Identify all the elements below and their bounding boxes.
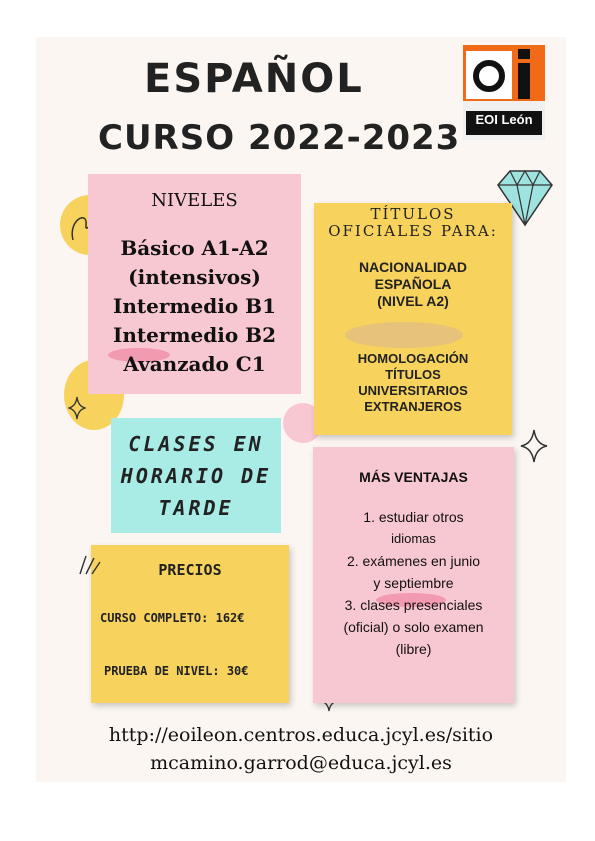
list-item: Básico A1-A2 — [120, 236, 269, 260]
list-item: (oficial) o solo examen — [343, 619, 484, 635]
list-item: 2. exámenes en junio — [346, 553, 481, 569]
precios-heading: PRECIOS — [158, 561, 222, 579]
titulo-homologacion: HOMOLOGACIÓN TÍTULOS UNIVERSITARIOS EXTRANJEROS — [357, 351, 469, 414]
titulos-heading: TÍTULOS OFICIALES PARA: — [328, 205, 498, 240]
list-item: 3. clases presenciales — [344, 597, 483, 613]
list-item: idiomas — [391, 531, 436, 546]
list-item: Avanzado C1 — [123, 352, 266, 376]
list-item: (libre) — [395, 641, 432, 657]
website-link[interactable]: http://eoileon.centros.educa.jcyl.es/sitio — [108, 724, 494, 746]
precio-prueba-nivel: PRUEBA DE NIVEL: 30€ — [104, 664, 249, 678]
niveles-list — [88, 234, 301, 379]
eoi-logo — [463, 45, 545, 140]
ventajas-heading: MÁS VENTAJAS — [359, 469, 468, 485]
precio-curso-completo: CURSO COMPLETO: 162€ — [100, 611, 245, 625]
sparkle-icon — [68, 396, 86, 420]
niveles-heading: NIVELES — [151, 190, 238, 211]
list-item: Intermedio B1 — [113, 294, 276, 318]
tan-highlight-decoration — [345, 322, 463, 348]
list-item: (intensivos) — [128, 265, 261, 289]
list-item: y septiembre — [373, 575, 454, 591]
logo-text: EOI León — [475, 112, 533, 127]
email-link[interactable]: mcamino.garrod@educa.jcyl.es — [150, 752, 452, 774]
ventajas-list — [318, 506, 509, 660]
list-item: Intermedio B2 — [113, 323, 276, 347]
page-title: ESPAÑOL — [144, 56, 364, 102]
list-item: 1. estudiar otros — [363, 509, 464, 525]
sparkle-icon — [519, 428, 549, 464]
clases-text: CLASES EN HORARIO DE TARDE — [120, 432, 272, 520]
course-year-subtitle: CURSO 2022-2023 — [98, 118, 461, 158]
titulo-nacionalidad: NACIONALIDAD ESPAÑOLA (NIVEL A2) — [358, 259, 468, 309]
